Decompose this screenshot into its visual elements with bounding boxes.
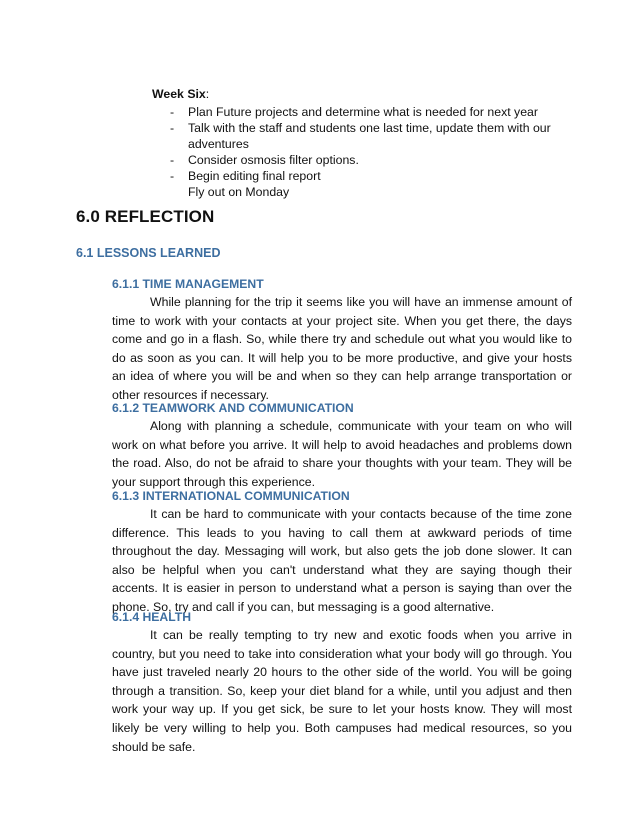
subsection-heading: 6.1.2 TEAMWORK AND COMMUNICATION [112,401,354,415]
dash-bullet: - [170,153,175,167]
dash-bullet: - [170,121,175,135]
week-six-title [152,86,568,102]
list-item [150,104,568,120]
subsection-heading: 6.1.1 TIME MANAGEMENT [112,277,264,291]
subsection-paragraph: It can be hard to communicate with your contacts because of the time zone difference. This leads to you having to call them at awkward periods of time throughout the day. Messaging will work, but also gets the job done slower. It can also be helpful when you can't understand what they are saying though their accents. It is easier in person to understand what a person is saying than over the phone. So, try and call if you can, but messaging is a good alternative. [112,507,572,614]
section-heading-lessons-learned: 6.1 LESSONS LEARNED [76,246,221,260]
week-six-colon: : [205,87,210,101]
subsection-paragraph: Along with planning a schedule, communicate with your team on who will work on what before you arrive. It will help to avoid headaches and problems down the road. Also, do not be afraid to share your thoughts with your team. They will be your support through this experience. [112,419,572,489]
list-item-text: Consider osmosis filter options. [188,153,359,167]
subsection-heading: 6.1.3 INTERNATIONAL COMMUNICATION [112,489,350,503]
list-item [150,120,568,152]
section-heading-reflection: 6.0 REFLECTION [76,207,215,226]
list-item-text: Plan Future projects and determine what is needed for next year [188,105,538,119]
subsection-paragraph: While planning for the trip it seems like you will have an immense amount of time to work with your contacts at your project site. When you get there, the days come and go in a flash. So, while there try and schedule out what you would like to do as soon as you can. It will help you to be more productive, and give your hosts an idea of where you will be and when so they can help arrange transportation or other resources if necessary. [112,295,572,402]
dash-bullet: - [170,169,175,183]
list-item-text: Talk with the staff and students one last time, update them with our adventures [188,121,551,151]
subsection-time-management [112,275,572,405]
list-item-text: Begin editing final report [188,169,321,183]
dash-bullet: - [170,105,175,119]
subsection-paragraph: It can be really tempting to try new and exotic foods when you arrive in country, but you need to take into consideration what your body will go through. You have just traveled nearly 20 hours to the other side of the world. You will be going through a transition. So, keep your diet bland for a while, until you adjust and then work your way up. If you get sick, be sure to let your hosts know. They will most likely be very willing to help you. Both campuses had medical resources, so you should be safe. [112,628,572,754]
week-six-list [150,104,568,184]
subsection-teamwork [112,399,572,491]
subsection-international-communication [112,487,572,617]
week-six-block [150,86,568,200]
subsection-heading: 6.1.4 HEALTH [112,610,192,624]
list-item [150,152,568,168]
week-six-label: Week Six [152,87,206,101]
week-extra-line: Fly out on Monday [188,185,290,199]
list-item [150,168,568,184]
subsection-health [112,608,572,756]
